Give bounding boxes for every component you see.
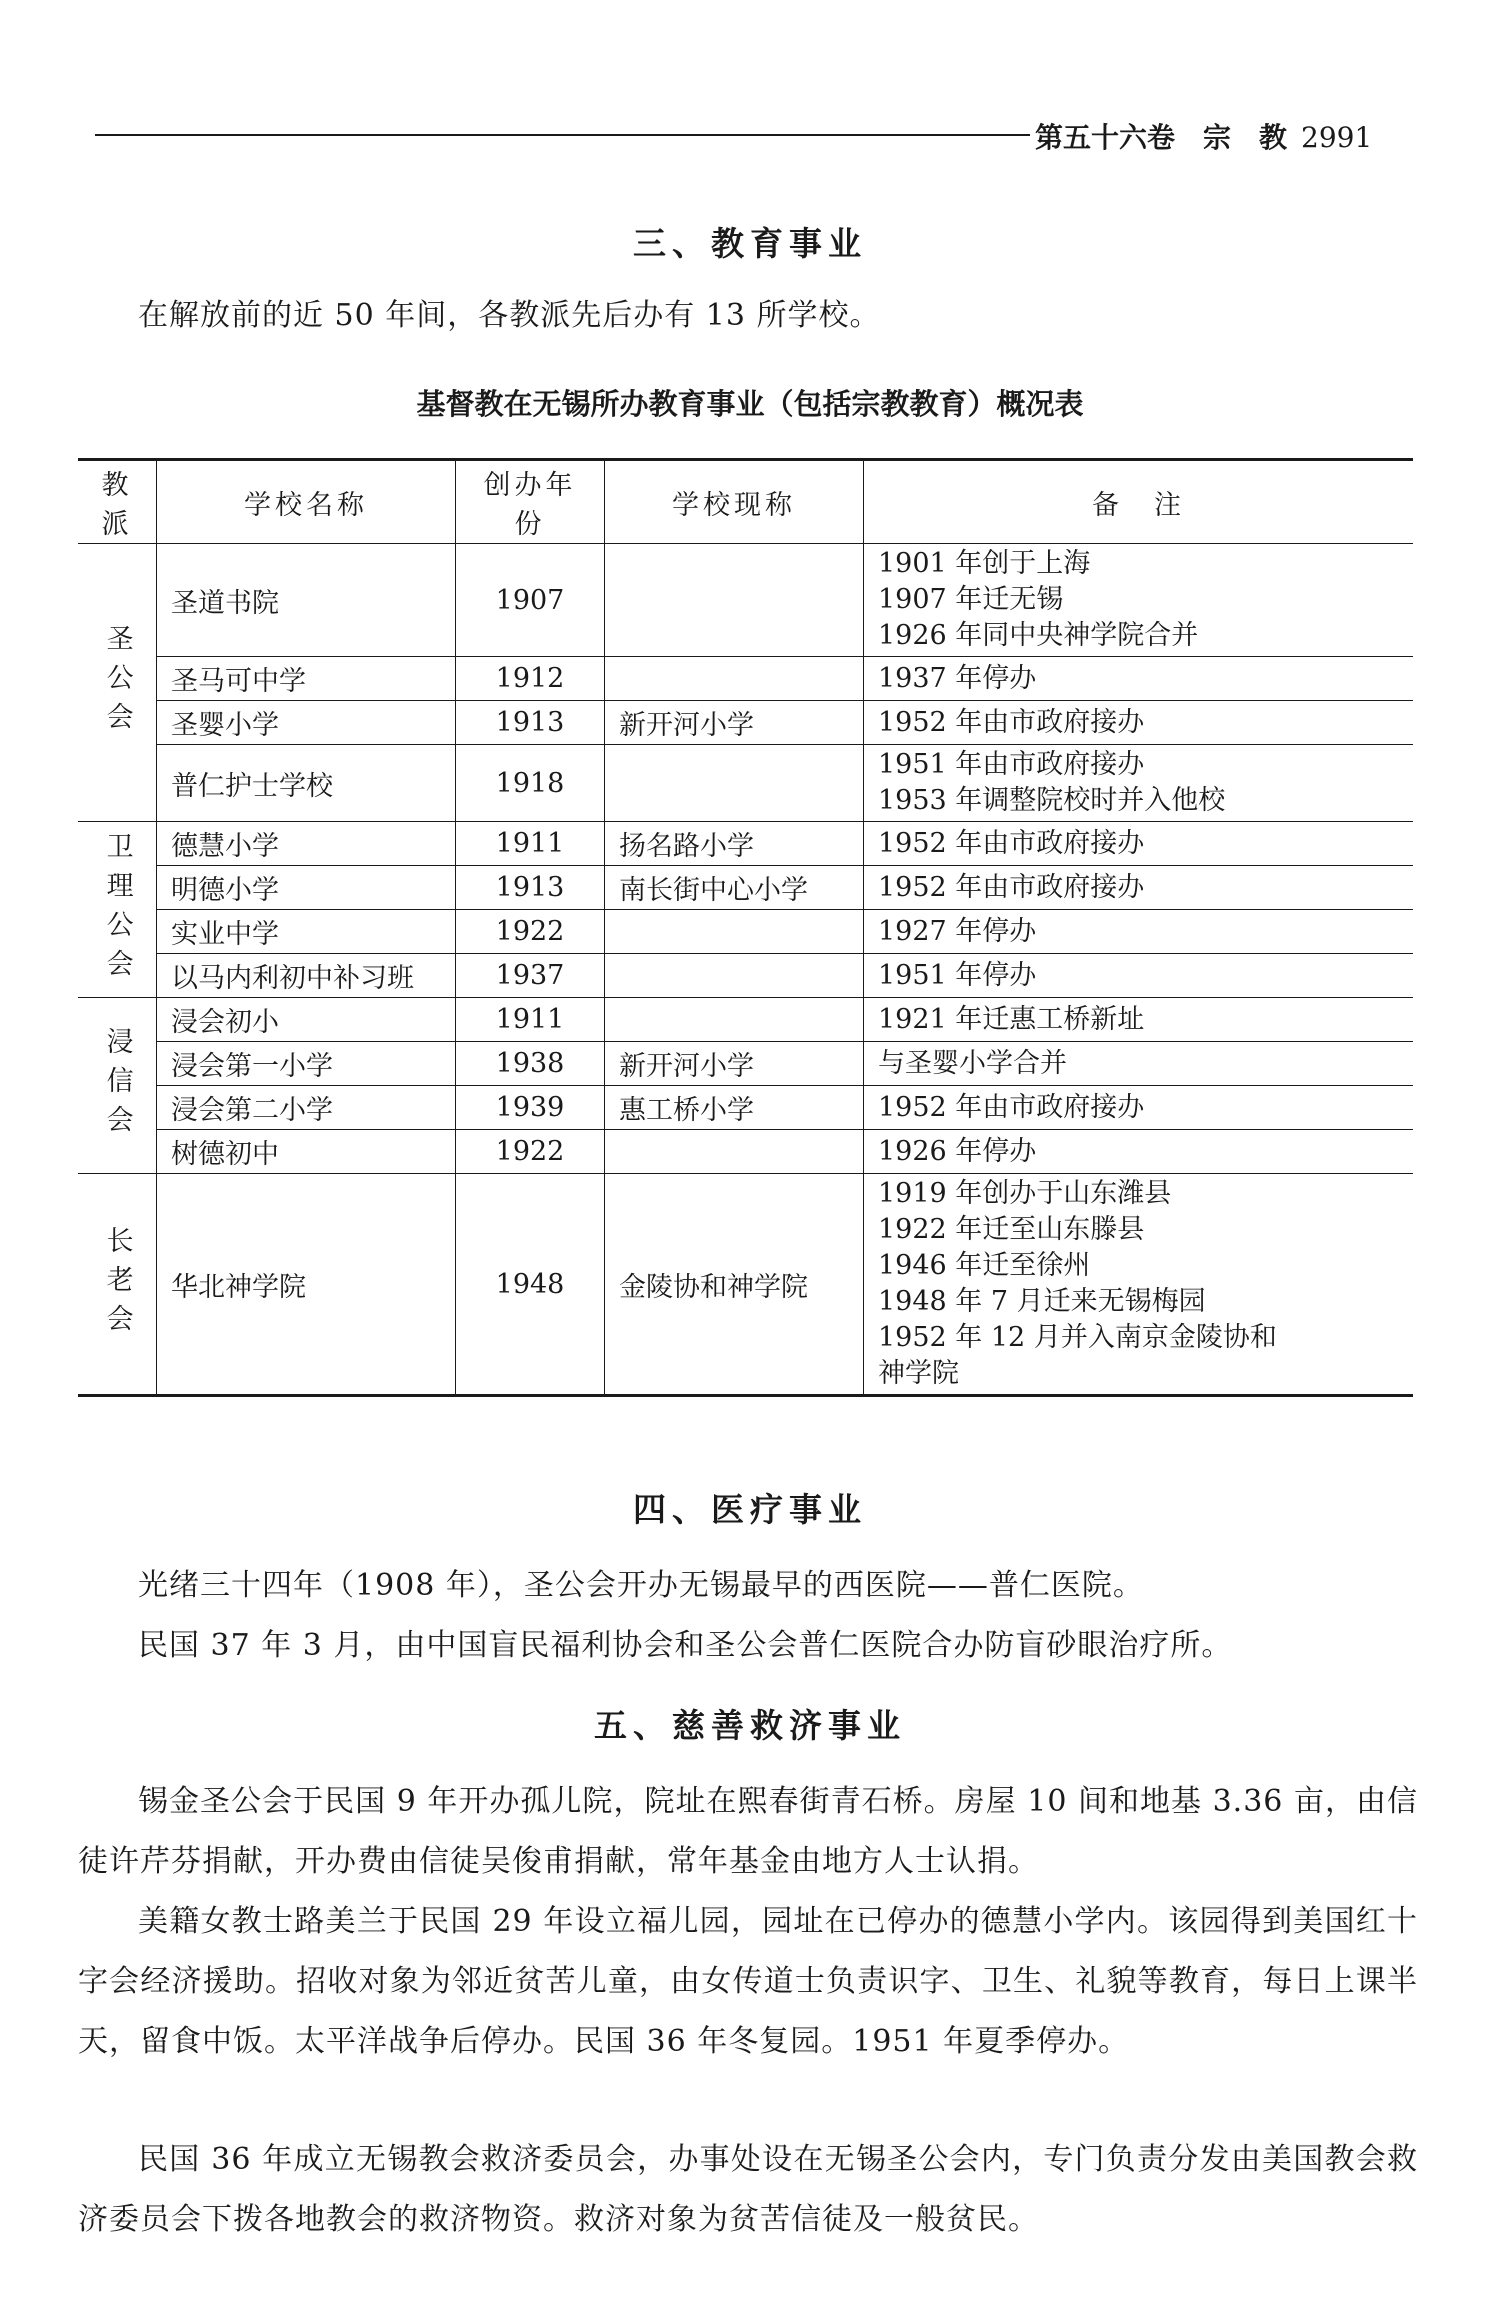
- note-line: 1952 年由市政府接办: [878, 871, 1145, 903]
- sect-cell: 卫理公会: [78, 822, 157, 998]
- notes-cell: [864, 998, 1414, 1042]
- note-line: 1922 年迁至山东滕县: [878, 1214, 1145, 1245]
- note-line: 1951 年由市政府接办: [878, 749, 1145, 780]
- school-name-cell: 普仁护士学校: [157, 745, 456, 822]
- table-row: [78, 701, 1413, 745]
- table-row: [78, 544, 1413, 657]
- current-name-cell: [605, 544, 864, 657]
- charity-paragraph-3: 民国 36 年成立无锡教会救济委员会，办事处设在无锡圣公会内，专门负责分发由美国教会救济委员会下拨各地教会的救济物资。救济对象为贫苦信徒及一般贫民。: [78, 2142, 1418, 2237]
- note-line: 1926 年同中央神学院合并: [878, 620, 1199, 651]
- school-name-cell: 实业中学: [157, 910, 456, 954]
- table-row: [78, 657, 1413, 701]
- notes-cell: [864, 1174, 1414, 1396]
- charity-paragraph-1: 锡金圣公会于民国 9 年开办孤儿院，院址在熙春街青石桥。房屋 10 间和地基 3.36 亩，由信徒许芹芬捐献，开办费由信徒吴俊甫捐献，常年基金由地方人士认捐。: [78, 1784, 1418, 1879]
- founding-year-cell: 1912: [456, 657, 605, 701]
- running-title: 第五十六卷 宗 教: [1035, 121, 1288, 154]
- header-rule: [95, 134, 1030, 136]
- school-name-cell: 圣道书院: [157, 544, 456, 657]
- current-name-cell: [605, 954, 864, 998]
- note-line: 1946 年迁至徐州: [878, 1250, 1091, 1281]
- founding-year-cell: 1938: [456, 1042, 605, 1086]
- founding-year-cell: 1918: [456, 745, 605, 822]
- notes-cell: [864, 1042, 1414, 1086]
- note-line: 1901 年创于上海: [878, 548, 1091, 579]
- current-name-cell: [605, 910, 864, 954]
- school-name-cell: 明德小学: [157, 866, 456, 910]
- note-line: 1952 年由市政府接办: [878, 706, 1145, 738]
- founding-year-cell: 1937: [456, 954, 605, 998]
- notes-cell: [864, 745, 1414, 822]
- col-header-sect: 教派: [78, 460, 157, 544]
- current-name-cell: 新开河小学: [605, 701, 864, 745]
- sect-cell: 圣公会: [78, 544, 157, 822]
- founding-year-cell: 1911: [456, 998, 605, 1042]
- school-name-cell: 树德初中: [157, 1130, 456, 1174]
- medical-paragraph-1: 光绪三十四年（1908 年），圣公会开办无锡最早的西医院——普仁医院。: [138, 1568, 1144, 1603]
- founding-year-cell: 1911: [456, 822, 605, 866]
- note-line: 1952 年由市政府接办: [878, 827, 1145, 859]
- table-row: [78, 910, 1413, 954]
- notes-cell: [864, 1130, 1414, 1174]
- note-line: 1926 年停办: [878, 1135, 1037, 1167]
- note-line: 1952 年由市政府接办: [878, 1091, 1145, 1123]
- schools-table: [78, 458, 1413, 1397]
- note-line: 1907 年迁无锡: [878, 584, 1064, 615]
- school-name-cell: 以马内利初中补习班: [157, 954, 456, 998]
- note-line: 1953 年调整院校时并入他校: [878, 785, 1226, 816]
- section-heading-charity: 五、慈善救济事业: [594, 1706, 906, 1745]
- medical-paragraph-2: 民国 37 年 3 月，由中国盲民福利协会和圣公会普仁医院合办防盲砂眼治疗所。: [138, 1628, 1233, 1663]
- school-name-cell: 圣婴小学: [157, 701, 456, 745]
- col-header-notes: 备 注: [864, 460, 1414, 544]
- page-number: 2991: [1301, 121, 1373, 154]
- col-header-year: 创办年份: [456, 460, 605, 544]
- table-row: [78, 1042, 1413, 1086]
- founding-year-cell: 1939: [456, 1086, 605, 1130]
- current-name-cell: 南长街中心小学: [605, 866, 864, 910]
- school-name-cell: 德慧小学: [157, 822, 456, 866]
- note-line: 1937 年停办: [878, 662, 1037, 694]
- note-line: 1948 年 7 月迁来无锡梅园: [878, 1286, 1206, 1317]
- founding-year-cell: 1922: [456, 910, 605, 954]
- table-row: [78, 866, 1413, 910]
- section-heading-education: 三、教育事业: [633, 224, 867, 263]
- note-line: 1927 年停办: [878, 915, 1037, 947]
- note-line: 1919 年创办于山东潍县: [878, 1178, 1172, 1209]
- founding-year-cell: 1907: [456, 544, 605, 657]
- founding-year-cell: 1948: [456, 1174, 605, 1396]
- sect-cell: 长老会: [78, 1174, 157, 1396]
- table-body: [78, 544, 1413, 1396]
- note-line: 1951 年停办: [878, 959, 1037, 991]
- founding-year-cell: 1922: [456, 1130, 605, 1174]
- notes-cell: [864, 657, 1414, 701]
- table-row: [78, 1130, 1413, 1174]
- note-line: 神学院: [878, 1358, 959, 1389]
- school-name-cell: 圣马可中学: [157, 657, 456, 701]
- current-name-cell: [605, 745, 864, 822]
- current-name-cell: 金陵协和神学院: [605, 1174, 864, 1396]
- charity-paragraph-2: 美籍女教士路美兰于民国 29 年设立福儿园，园址在已停办的德慧小学内。该园得到美国红十字会经济援助。招收对象为邻近贫苦儿童，由女传道士负责识字、卫生、礼貌等教育，每日上课半天，留食中饭。太平洋战争后停办。民国 36 年冬复园。1951 年夏季停办。: [78, 1904, 1418, 2059]
- notes-cell: [864, 910, 1414, 954]
- school-name-cell: 浸会初小: [157, 998, 456, 1042]
- notes-cell: [864, 701, 1414, 745]
- table-row: [78, 954, 1413, 998]
- table-row: [78, 998, 1413, 1042]
- col-header-current: 学校现称: [605, 460, 864, 544]
- table-header-row: [78, 460, 1413, 544]
- sect-cell: 浸信会: [78, 998, 157, 1174]
- notes-cell: [864, 544, 1414, 657]
- col-header-school: 学校名称: [157, 460, 456, 544]
- notes-cell: [864, 822, 1414, 866]
- note-line: 1921 年迁惠工桥新址: [878, 1003, 1145, 1035]
- education-intro: 在解放前的近 50 年间，各教派先后办有 13 所学校。: [138, 298, 881, 333]
- table-row: [78, 1086, 1413, 1130]
- current-name-cell: 新开河小学: [605, 1042, 864, 1086]
- note-line: 1952 年 12 月并入南京金陵协和: [878, 1322, 1277, 1353]
- section-heading-medical: 四、医疗事业: [633, 1490, 867, 1529]
- school-name-cell: 华北神学院: [157, 1174, 456, 1396]
- table-row: [78, 1174, 1413, 1396]
- notes-cell: [864, 954, 1414, 998]
- notes-cell: [864, 866, 1414, 910]
- table-title: 基督教在无锡所办教育事业（包括宗教教育）概况表: [416, 387, 1084, 421]
- founding-year-cell: 1913: [456, 701, 605, 745]
- running-head: [1035, 116, 1372, 156]
- school-name-cell: 浸会第二小学: [157, 1086, 456, 1130]
- current-name-cell: 惠工桥小学: [605, 1086, 864, 1130]
- table-row: [78, 822, 1413, 866]
- note-line: 与圣婴小学合并: [878, 1047, 1067, 1079]
- current-name-cell: [605, 1130, 864, 1174]
- notes-cell: [864, 1086, 1414, 1130]
- founding-year-cell: 1913: [456, 866, 605, 910]
- current-name-cell: 扬名路小学: [605, 822, 864, 866]
- current-name-cell: [605, 998, 864, 1042]
- school-name-cell: 浸会第一小学: [157, 1042, 456, 1086]
- current-name-cell: [605, 657, 864, 701]
- table-row: [78, 745, 1413, 822]
